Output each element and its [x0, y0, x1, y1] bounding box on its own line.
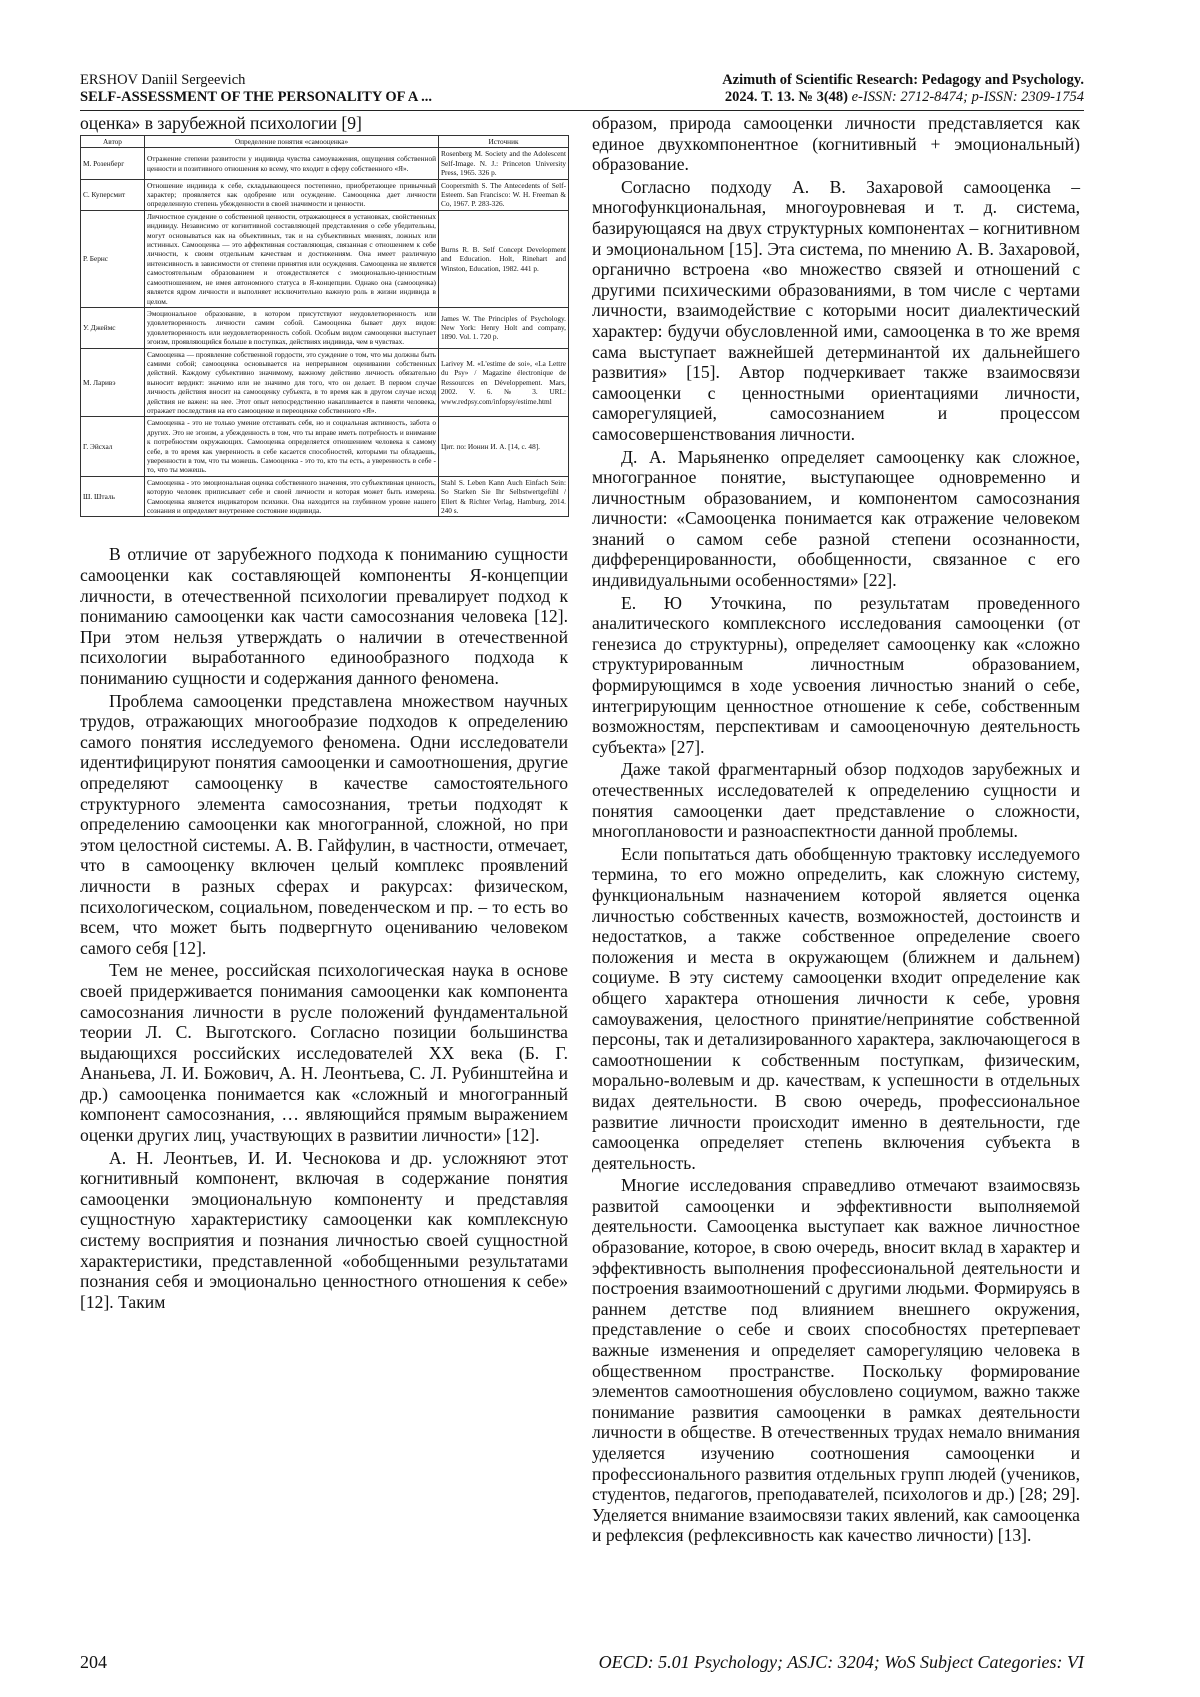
table-row	[81, 179, 569, 210]
table-cell-definition: Эмоциональное образование, в котором присутствуют неудовлетворенность или удовлетворенность личности самим собой. Самооценка бывает двух видов: удовлетворенность или неудовлетворенность собой. Особым видом самооценки выступает эгоизм, проявляющийся больше в поступках, действиях индивида, чем в чувствах.	[145, 307, 439, 348]
table-cell-definition: Самооценка — проявление собственной гордости, это суждение о том, что мы должны быть самими собой; самооценка основывается на непрерывном оценивании собственных действий. Каждому субъективно значимому, важному действию личность обязательно выносит вердикт: значимо или не значимо для того, что он делает. В первом случае личность действия вносит на самооценку субъекта, в то время как в другом случае исход действия не важен: на нее. Этот опыт непосредственно накапливается в памяти человека, отражает последствия на его самооценке и переоценке собственного «Я».	[145, 348, 439, 417]
header-issue: 2024. Т. 13. № 3(48)	[724, 89, 848, 105]
body-paragraph: Многие исследования справедливо отмечают взаимосвязь развитой самооценки и эффективности выполняемой деятельности. Самооценка выступает как важное личностное образование, которое, в свою очередь, вносит вклад в характер и эффективность выполнения профессиональной деятельности и построения взаимоотношений с другими людьми. Формируясь в раннем детстве под влиянием внешнего окружения, представление о себе и своих способностях претерпевает важные изменения и определяет саморегуляцию человека в общественном пространстве. Поскольку формирование элементов самоотношения обусловлено социумом, важно также понимание развития самооценки в рамках деятельности личности в обществе. В отечественных трудах немало внимания уделяется изучению соотношения самооценки и профессионального развития отдельных групп людей (учеников, студентов, педагогов, преподавателей, психологов и др.) [28; 29]. Уделяется внимание взаимосвязи таких явлений, как самооценка и рефлексия (рефлексивность как качество личности) [13].	[592, 1175, 1080, 1546]
table-cell-author: Ш. Шталь	[81, 476, 145, 517]
table-cell-definition: Самооценка - это эмоциональная оценка собственного значения, это субъективная ценность, которую человек приписывает себе и своей личности и которая может быть измерена. Самооценка является индикатором психики. Она находится на глубинном уровне нашего сознания и определяет внутреннее состояние индивида.	[145, 476, 439, 517]
body-paragraph: Согласно подходу А. В. Захаровой самооценка – многофункциональная, многоуровневая и т. д. система, базирующаяся на двух структурных компонентах – когнитивном и эмоциональном [15]. Эта система, по мнению А. В. Захаровой, органично встроена «во множество связей и отношений с другими психическими образованиями, в том числе с чертами личности, взаимодействие с которыми носит диалектический характер: будучи обусловленной ими, самооценка в то же время сама выступает важнейшей детерминантой их дальнейшего развития» [15]. Автор подчеркивает также взаимосвязи самооценки с ценностными ориентациями личности, саморегуляцией, самосознанием и процессом самосовершенствования личности.	[592, 176, 1080, 444]
table-cell-source: Rosenberg M. Society and the Adolescent Self-Image. N. J.: Princeton University Press, 1965. 326 p.	[439, 148, 569, 179]
table-cell-definition: Личностное суждение о собственной ценности, отражающееся в установках, свойственных индивиду. Независимо от когнитивной составляющей представления о себе убедительны, могут основываться как на объективных, так и на субъективных мнениях, ложных или истинных. Самооценка — это аффективная составляющая, связанная с отношением к себе личности, к своим отдельным качествам и достижениям. Она имеет различную интенсивность в зависимости от степени принятия или осуждения. Самооценка не является самостоятельным образованием и отождествляется с эмоционально-ценностным самоотношением, не имея автономного статуса в Я-концепции. Однако она (самооценка) является ядром личности и выполняет исключительно важную роль в жизни индивида в целом.	[145, 210, 439, 307]
table-cell-source: James W. The Principles of Psychology. New York: Henry Holt and company, 1890. Vol. 1. 720 p.	[439, 307, 569, 348]
body-paragraph: Проблема самооценки представлена множеством научных трудов, отражающих многообразие подходов к определению самого понятия исследуемого феномена. Одни исследователи идентифицируют понятия самооценки и самоотношения, другие определяют самооценку в качестве самостоятельного структурного элемента самосознания, третьи подходят к определению самооценки как многогранной, сложной, но при этом целостной системы. А. В. Гайфулин, в частности, отмечает, что в самооценку включен целый комплекс проявлений личности в разных сферах и ракурсах: физическом, психологическом, социальном, поведенческом и пр. – то есть во всем, что может быть подвергнуто оцениванию человеком самого себя [12].	[80, 690, 568, 958]
table-cell-source: Coopersmith S. The Antecedents of Self-Esteem. San Francisco: W. H. Freeman & Co, 1967. P. 283-326.	[439, 179, 569, 210]
definitions-table	[80, 135, 569, 517]
right-column	[592, 113, 1080, 1548]
body-paragraph: Если попытаться дать обобщенную трактовку исследуемого термина, то его можно определить, как сложную систему, функциональным назначением которой является оценка личностью собственных качеств, возможностей, достоинств и недостатков, а также собственное определение своего положения и места в окружающем (ближнем и дальнем) социуме. В эту систему самооценки входит определение как общего характера отношения личности к себе, уровня самоуважения, целостного принятие/непринятие собственной персоны, так и детализированного характера, заключающегося в самоотношении к собственным поступкам, физическим, морально-волевым и др. качествам, к успешности в отдельных видах деятельности. В свою очередь, профессиональное развитие личности происходит именно в деятельности, где самооценка определяет степень включения субъекта в деятельность.	[592, 843, 1080, 1173]
body-paragraph: образом, природа самооценки личности представляется как единое двухкомпонентное (когнитивный + эмоциональный) образование.	[592, 113, 1080, 175]
body-paragraph: Е. Ю Уточкина, по результатам проведенного аналитического комплексного исследования самооценки (от генезиса до структурны), определяет самооценку как «сложно структурированным личностным образованием, формирующимся в ходе усвоения личностью знаний о себе, интегрирующим ценностное отношение к себе, собственным возможностям, перспективам и самооценочную деятельность субъекта» [27].	[592, 592, 1080, 757]
table-header-row	[81, 136, 569, 148]
header-journal: Azimuth of Scientific Research: Pedagogy and Psychology.	[722, 72, 1084, 88]
table-caption: оценка» в зарубежной психологии [9]	[80, 113, 362, 133]
table-header-cell: Источник	[439, 136, 569, 148]
table-cell-definition: Отношение индивида к себе, складывающееся постепенно, приобретающее привычный характер; проявляется как одобрение или осуждение. Самооценка дает личности определенную степень убежденности в своей значимости и ценности.	[145, 179, 439, 210]
table-cell-author: С. Куперсмит	[81, 179, 145, 210]
body-paragraph: Даже такой фрагментарный обзор подходов зарубежных и отечественных исследователей к определению сущности и понятия самооценки дает представление о сложности, многоплановости и разноаспектности данной проблемы.	[592, 759, 1080, 842]
table-row	[81, 210, 569, 307]
table-cell-source: Stahl S. Leben Kann Auch Einfach Sein: So Starken Sie Ihr Selbstwertgefühl / Ellert & Richter Verlag, Hamburg, 2014. 240 s.	[439, 476, 569, 517]
table-cell-definition: Отражение степени развитости у индивида чувства самоуважения, ощущения собственной ценности и позитивного отношения ко всему, что входит в сферу собственного «Я».	[145, 148, 439, 179]
subject-classification: OECD: 5.01 Psychology; ASJC: 3204; WoS Subject Categories: VI	[598, 1652, 1084, 1672]
body-paragraph: Тем не менее, российская психологическая наука в основе своей придерживается понимания самооценки как компонента самосознания личности в русле положений фундаментальной теории Л. С. Выготского. Согласно позиции большинства выдающихся российских исследователей XX века (Б. Г. Ананьева, Л. И. Божович, А. Н. Леонтьева, С. Л. Рубинштейна и др.) самооценка понимается как «сложный и многогранный компонент самосознания, … являющийся прямым выражением оценки других лиц, участвующих в развитии личности» [12].	[80, 960, 568, 1146]
table-header-cell: Автор	[81, 136, 145, 148]
table-row	[81, 148, 569, 179]
table-header-cell: Определение понятия «самооценка»	[145, 136, 439, 148]
table-cell-author: У. Джеймс	[81, 307, 145, 348]
header-rule	[80, 110, 1084, 111]
table-cell-source: Цит. по: Ионин И. А. [14, с. 48].	[439, 417, 569, 476]
body-paragraph: Д. А. Марьяненко определяет самооценку как сложное, многогранное понятие, выступающее одновременно и личностным образованием, и компонентом самосознания личности: «Самооценка понимается как отражение человеком знаний о самом себе разной степени осознанности, дифференцированности, обобщенности, связанное с его индивидуальными особенностями» [22].	[592, 446, 1080, 591]
table-cell-source: Larivey M. «L'estime de soi», «La Lettre du Psy» / Magazine électronique de Ressources en Développement. Mars, 2002. V. 6. № 3. URL: www.redpsy.com/infopsy/estime.html	[439, 348, 569, 417]
running-header-left	[80, 72, 600, 106]
left-column	[80, 113, 568, 1314]
table-row	[81, 348, 569, 417]
header-article-title: SELF-ASSESSMENT OF THE PERSONALITY OF A ...	[80, 89, 432, 105]
body-paragraph: В отличие от зарубежного подхода к пониманию сущности самооценки как составляющей компоненты Я-концепции личности, в отечественной психологии превалирует подход к пониманию самооценки как части самосознания человека [12]. При этом нельзя утверждать о наличии в отечественной психологии выработанного единообразного подхода к пониманию сущности и содержания данного феномена.	[80, 544, 568, 688]
table-row	[81, 417, 569, 476]
table-row	[81, 307, 569, 348]
header-issn: e-ISSN: 2712-8474; p-ISSN: 2309-1754	[851, 89, 1084, 105]
table-row	[81, 476, 569, 517]
page-number: 204	[80, 1652, 107, 1672]
table-cell-author: Г. Эйсхал	[81, 417, 145, 476]
table-cell-source: Burns R. B. Self Concept Development and Education. Holt, Rinehart and Winston, Education, 1982. 441 p.	[439, 210, 569, 307]
running-header-right	[564, 72, 1084, 106]
body-paragraph: А. Н. Леонтьев, И. И. Чеснокова и др. усложняют этот когнитивный компонент, включая в содержание понятия самооценки эмоциональную компоненту и представляя сущностную характеристику самооценки как комплексную систему восприятия и познания личностью своей сущностной характеристики, представленной «обобщенными результатами познания себя и эмоционально ценностного отношения к себе» [12]. Таким	[80, 1147, 568, 1312]
table-cell-author: Р. Бернс	[81, 210, 145, 307]
table-cell-author: М. Розенберг	[81, 148, 145, 179]
table-cell-author: М. Ларивэ	[81, 348, 145, 417]
table-cell-definition: Самооценка - это не только умение отстаивать себя, но и социальная активность, забота о других. Это не эгоизм, а убежденность в том, что ты вправе иметь потребность и внимание к потребностям окружающих. Самооценка определяется отношением человека к самому себе, в то время как уверенность в себе касается способностей, которыми ты обладаешь, уверенности в том, что ты можешь. Самооценка - это то, кто ты есть, а уверенность в себе - то, что ты можешь.	[145, 417, 439, 476]
header-author: ERSHOV Daniil Sergeevich	[80, 72, 246, 88]
